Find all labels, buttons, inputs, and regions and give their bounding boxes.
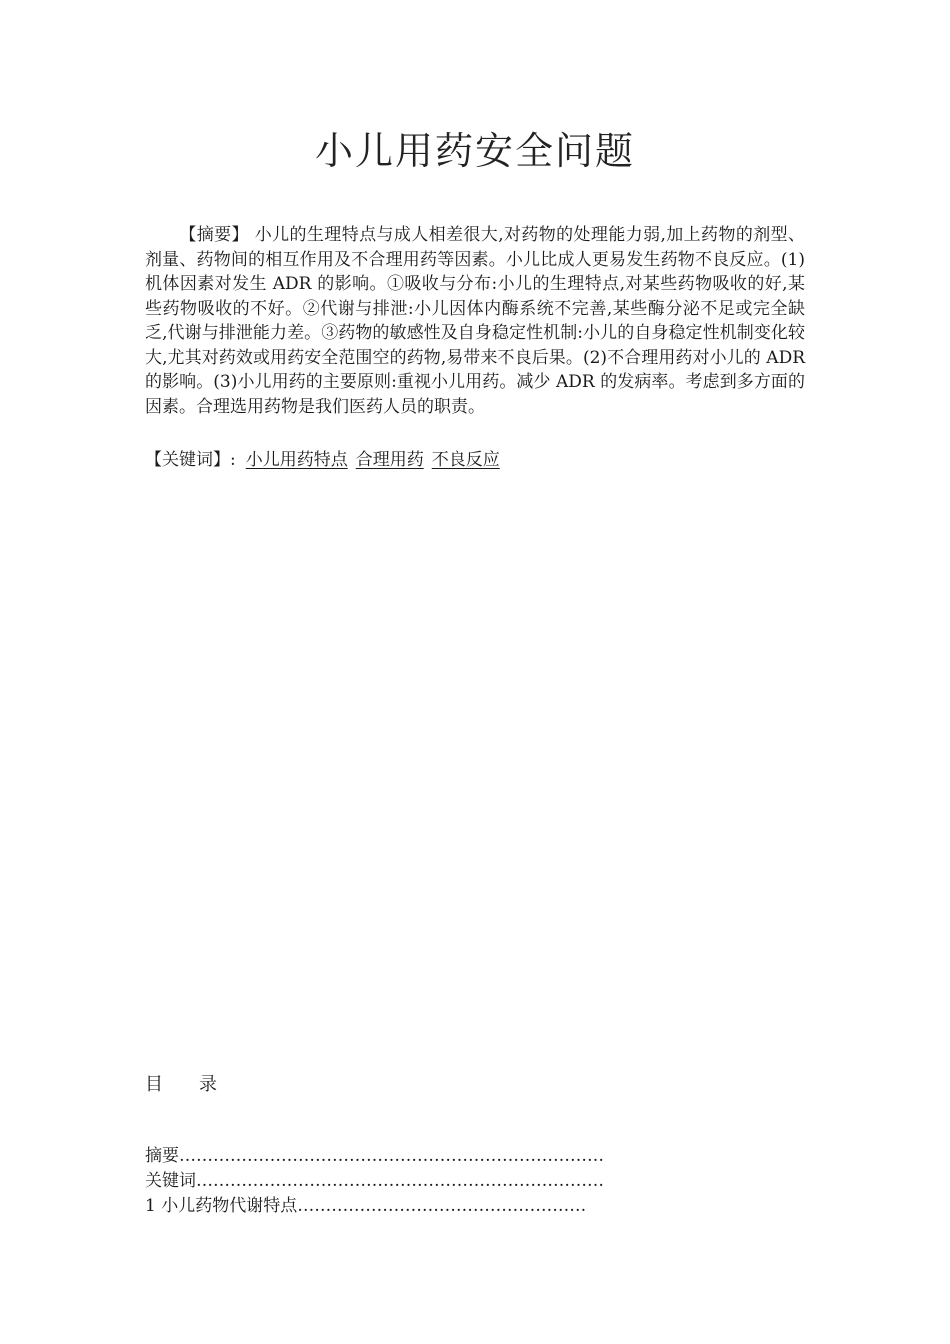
toc-entry[interactable]: 关键词……………………………………………………………… xyxy=(145,1171,604,1191)
abstract-text: 小儿的生理特点与成人相差很大,对药物的处理能力弱,加上药物的剂型、剂量、药物间的相互作用及不合理用药等因素。小儿比成人更易发生药物不良反应。(1)机体因素对发生 ADR 的影响。①吸收与分布:小儿的生理特点,对某些药物吸收的好,某些药物吸收的不好。②代谢与排泄:小儿因体内酶系统不完善,某些酶分泌不足或完全缺乏,代谢与排泄能力差。③药物的敏感性及自身稳定性机制:小儿的自身稳定性机制变化较大,尤其对药效或用药安全范围空的药物,易带来不良后果。(2)不合理用药对小儿的 ADR 的影响。(3)小儿用药的主要原则:重视小儿用药。减少 ADR 的发病率。考虑到多方面的因素。合理选用药物是我们医药人员的职责。 xyxy=(145,225,806,417)
toc-heading: 目 录 xyxy=(145,1074,217,1095)
keyword-link[interactable]: 小儿用药特点 xyxy=(245,450,348,470)
keywords-label: 【关键词】: xyxy=(145,450,236,470)
abstract-paragraph xyxy=(145,223,805,419)
toc-entry[interactable]: 摘要………………………………………………………………… xyxy=(145,1146,604,1166)
abstract-label: 【摘要】 xyxy=(179,225,249,245)
toc-entry[interactable]: 1 小儿药物代谢特点…………………………………………… xyxy=(145,1196,587,1216)
keywords-line xyxy=(145,448,805,472)
table-of-contents xyxy=(145,1144,615,1219)
keyword-link[interactable]: 合理用药 xyxy=(355,450,424,470)
keyword-link[interactable]: 不良反应 xyxy=(431,450,500,470)
page-title: 小儿用药安全问题 xyxy=(314,129,635,173)
